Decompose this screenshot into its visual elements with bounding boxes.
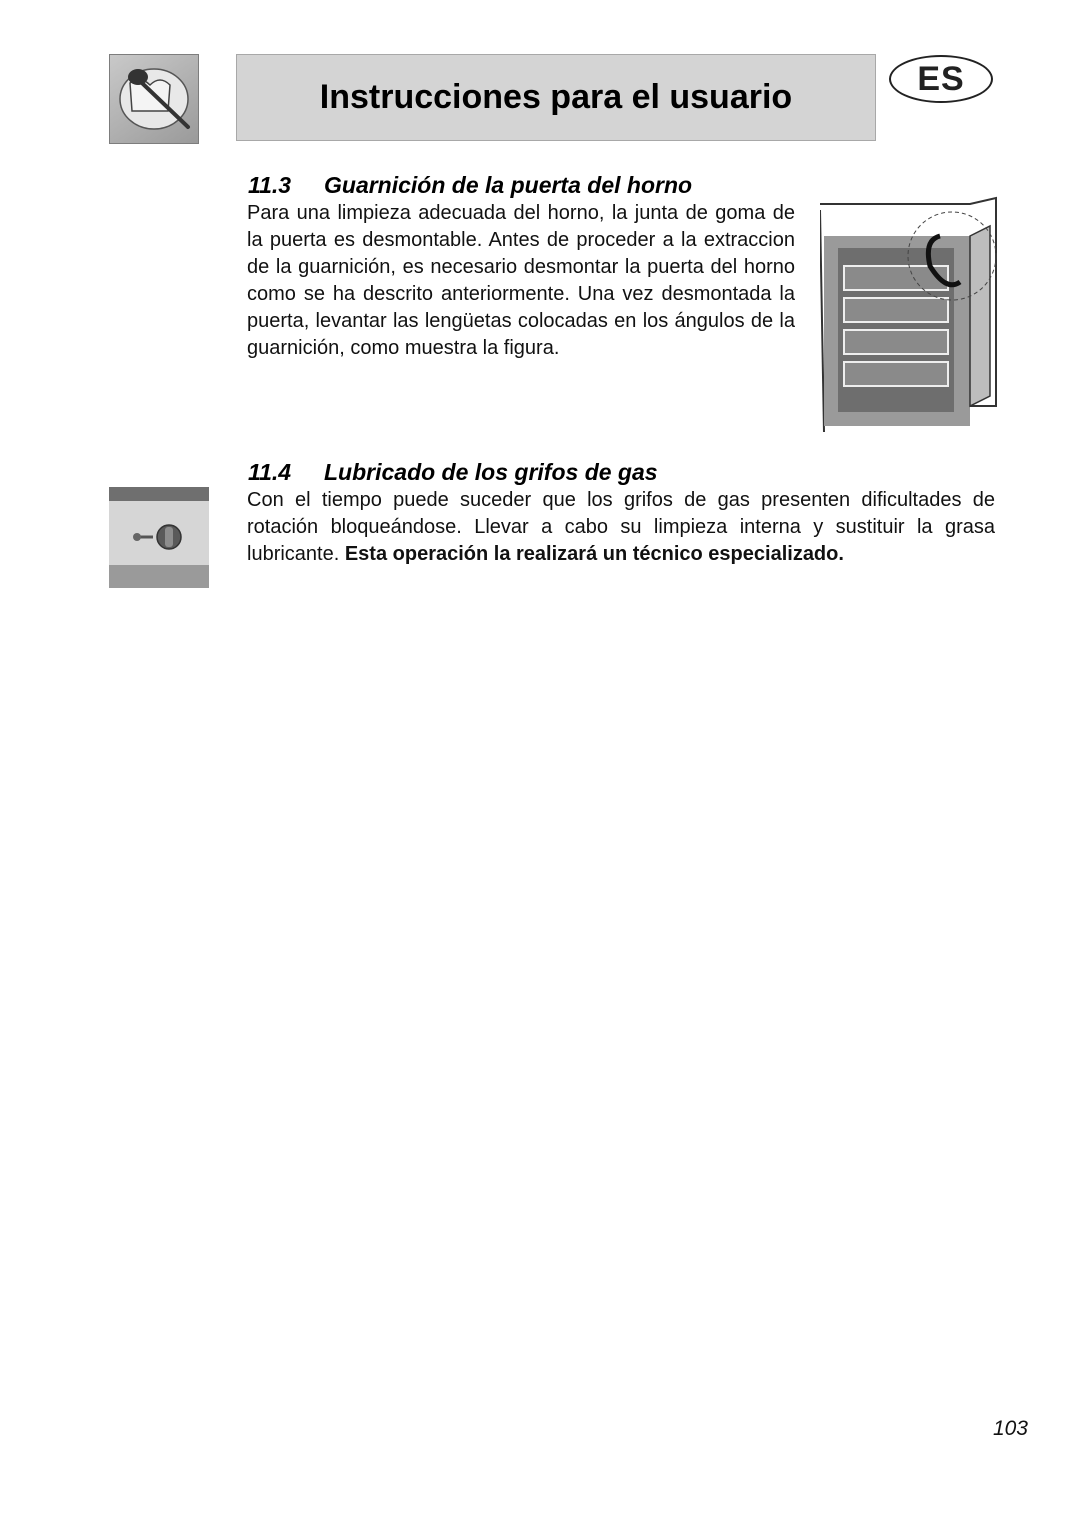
gas-tap-knob-figure-icon xyxy=(109,487,209,588)
language-badge xyxy=(889,55,993,103)
page-number: 103 xyxy=(992,1417,1028,1440)
section-paragraph-11-3: Para una limpieza adecuada del horno, la junta de goma de la puerta es desmontable. Antes de proceder a la extraccion de la guarnición, es necesario desmontar la puerta del horno como se ha descrito anteriormente. Una vez desmontada la puerta, levantar las lengüetas colocadas en los ángulos de la guarnición, como muestra la figura. xyxy=(247,202,795,359)
page-title: Instrucciones para el usuario xyxy=(319,78,793,116)
section-number: 11.3 xyxy=(248,172,292,198)
section-number: 11.4 xyxy=(248,459,292,485)
section-paragraph-text: Con el tiempo puede suceder que los grifos de gas presenten dificultades de rotación bloqueándose. Llevar a cabo su limpieza interna y sustituir la grasa lubricante. xyxy=(247,489,995,565)
section-heading-11-4 xyxy=(248,459,658,486)
section-paragraph-11-4 xyxy=(247,487,995,568)
chef-spoon-logo-icon xyxy=(109,54,199,144)
section-heading-11-3 xyxy=(248,172,692,199)
section-title: Guarnición de la puerta del horno xyxy=(324,172,693,198)
language-badge-label: ES xyxy=(917,59,965,98)
oven-door-gasket-figure-icon xyxy=(820,196,998,432)
header-title-bar xyxy=(236,54,876,141)
section-paragraph-warning: Esta operación la realizará un técnico especializado. xyxy=(344,543,844,565)
section-title: Lubricado de los grifos de gas xyxy=(324,459,658,485)
